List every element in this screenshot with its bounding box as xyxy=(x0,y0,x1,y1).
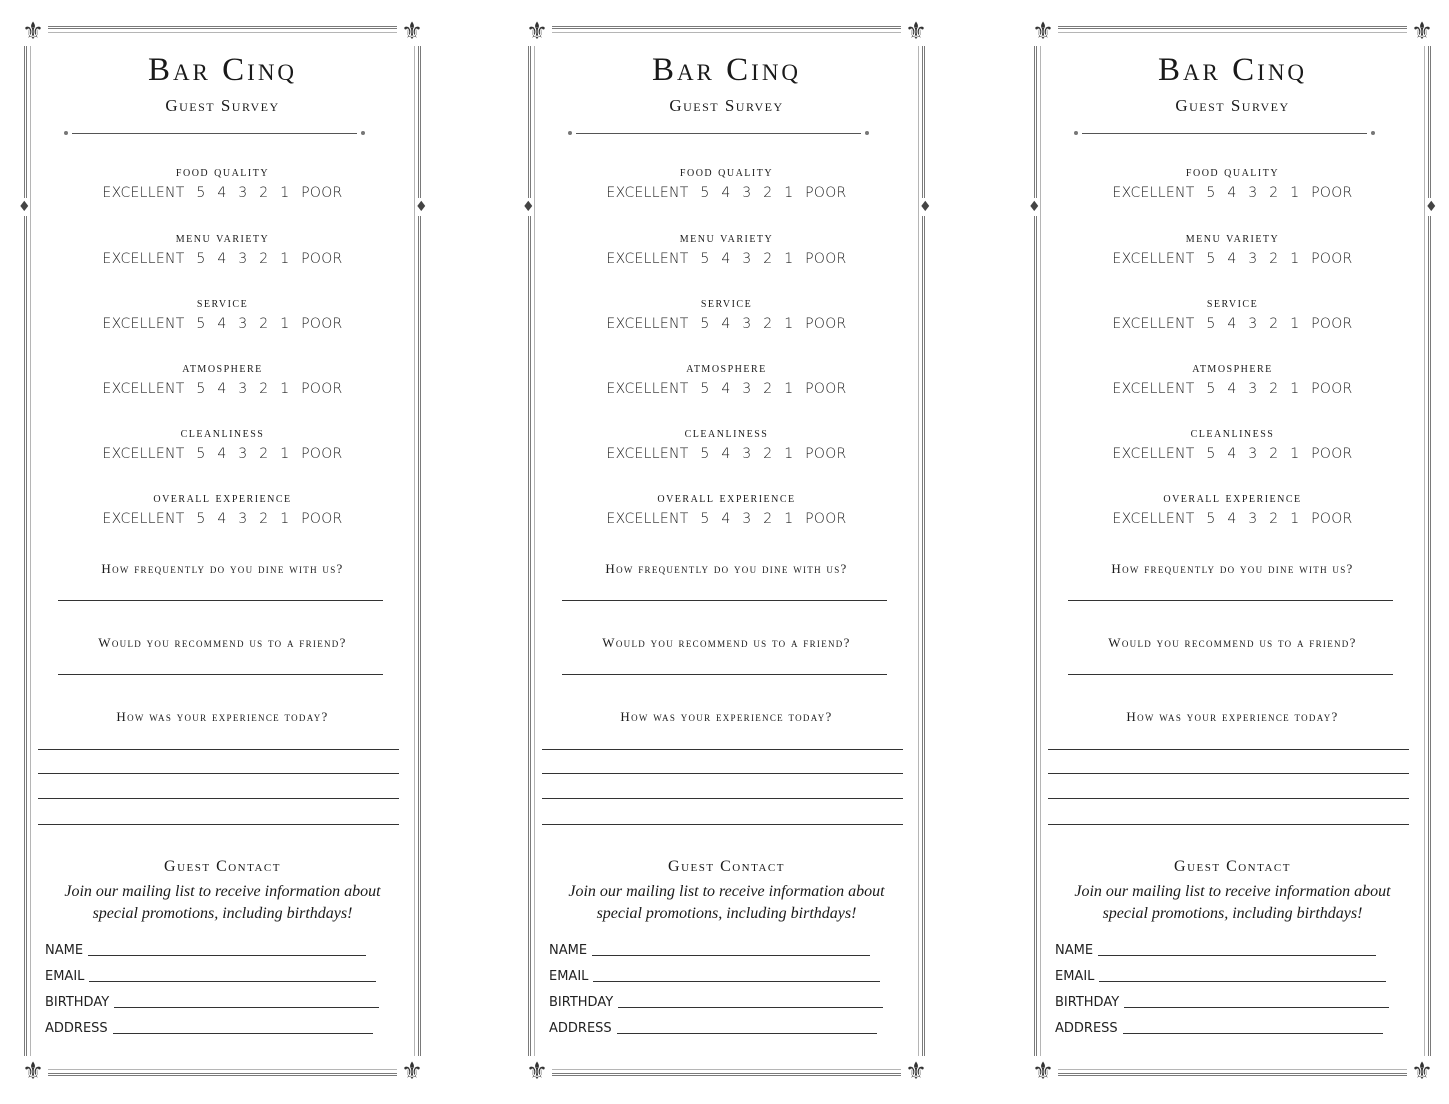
rating-label: overall experience xyxy=(657,491,796,506)
guest-contact-title: Guest Contact xyxy=(164,858,281,875)
survey-question: How frequently do you dine with us? xyxy=(101,561,344,576)
rating-scale[interactable]: EXCELLENT 5 4 3 2 1 POOR xyxy=(1112,381,1353,397)
contact-field-label: BIRTHDAY xyxy=(1055,995,1120,1010)
contact-field-label: ADDRESS xyxy=(45,1021,108,1036)
rating-label: food quality xyxy=(1185,165,1280,180)
contact-field-label: BIRTHDAY xyxy=(549,995,614,1010)
corner-ornament-top-left-icon: ⚜ xyxy=(522,16,552,46)
rating-label: atmosphere xyxy=(182,361,263,376)
experience-answer-line[interactable] xyxy=(38,824,399,825)
rating-item xyxy=(524,231,929,267)
rating-item xyxy=(524,296,929,332)
experience-answer-line[interactable] xyxy=(38,798,399,799)
rating-scale[interactable]: EXCELLENT 5 4 3 2 1 POOR xyxy=(1112,251,1353,267)
survey-subtitle: Guest Survey xyxy=(1175,96,1290,115)
side-ornament-right-icon: ♦ xyxy=(1425,199,1438,215)
rating-label: cleanliness xyxy=(180,426,265,441)
answer-line[interactable] xyxy=(1068,674,1393,675)
rating-scale[interactable]: EXCELLENT 5 4 3 2 1 POOR xyxy=(102,511,343,527)
corner-ornament-bottom-left-icon: ⚜ xyxy=(1028,1056,1058,1086)
title-divider xyxy=(576,133,861,134)
experience-answer-line[interactable] xyxy=(1048,824,1409,825)
survey-question: Would you recommend us to a friend? xyxy=(602,635,851,650)
survey-question: How frequently do you dine with us? xyxy=(605,561,848,576)
rating-item xyxy=(524,361,929,397)
rating-item xyxy=(20,491,425,527)
rating-label: atmosphere xyxy=(1192,361,1273,376)
rating-scale[interactable]: EXCELLENT 5 4 3 2 1 POOR xyxy=(102,446,343,462)
survey-subtitle: Guest Survey xyxy=(669,96,784,115)
corner-ornament-bottom-right-icon: ⚜ xyxy=(397,1056,427,1086)
side-ornament-right-icon: ♦ xyxy=(415,199,428,215)
contact-field-label: EMAIL xyxy=(1055,969,1095,984)
rating-item xyxy=(1030,165,1435,201)
rating-item xyxy=(20,296,425,332)
survey-question: How was your experience today? xyxy=(116,709,329,724)
contact-field-address xyxy=(549,1021,877,1036)
answer-line[interactable] xyxy=(1068,600,1393,601)
rating-item xyxy=(1030,231,1435,267)
rating-scale[interactable]: EXCELLENT 5 4 3 2 1 POOR xyxy=(606,316,847,332)
rating-scale[interactable]: EXCELLENT 5 4 3 2 1 POOR xyxy=(606,185,847,201)
survey-question: How was your experience today? xyxy=(1126,709,1339,724)
card-content xyxy=(1030,18,1438,1084)
rating-scale[interactable]: EXCELLENT 5 4 3 2 1 POOR xyxy=(1112,185,1353,201)
rating-scale[interactable]: EXCELLENT 5 4 3 2 1 POOR xyxy=(606,251,847,267)
contact-field-address xyxy=(1055,1021,1383,1036)
rating-scale[interactable]: EXCELLENT 5 4 3 2 1 POOR xyxy=(102,381,343,397)
contact-field-line[interactable] xyxy=(1098,955,1376,956)
contact-field-line[interactable] xyxy=(89,981,376,982)
rating-item xyxy=(1030,426,1435,462)
rating-item xyxy=(1030,491,1435,527)
rating-label: food quality xyxy=(679,165,774,180)
survey-card xyxy=(18,17,428,1085)
rating-scale[interactable]: EXCELLENT 5 4 3 2 1 POOR xyxy=(102,185,343,201)
survey-subtitle: Guest Survey xyxy=(165,96,280,115)
experience-answer-line[interactable] xyxy=(542,773,903,774)
survey-question: Would you recommend us to a friend? xyxy=(1108,635,1357,650)
rating-scale[interactable]: EXCELLENT 5 4 3 2 1 POOR xyxy=(1112,511,1353,527)
rating-scale[interactable]: EXCELLENT 5 4 3 2 1 POOR xyxy=(102,316,343,332)
side-ornament-left-icon: ♦ xyxy=(18,199,31,215)
contact-field-label: EMAIL xyxy=(549,969,589,984)
corner-ornament-bottom-left-icon: ⚜ xyxy=(522,1056,552,1086)
rating-label: service xyxy=(700,296,753,311)
corner-ornament-top-left-icon: ⚜ xyxy=(1028,16,1058,46)
mailing-list-description: Join our mailing list to receive information about special promotions, including birthdays! xyxy=(64,883,381,922)
contact-field-email xyxy=(549,969,880,984)
survey-card xyxy=(1028,17,1438,1085)
rating-label: cleanliness xyxy=(684,426,769,441)
contact-field-line[interactable] xyxy=(592,955,870,956)
mailing-list-description: Join our mailing list to receive information about special promotions, including birthdays! xyxy=(1074,883,1391,922)
experience-answer-line[interactable] xyxy=(1048,749,1409,750)
rating-scale[interactable]: EXCELLENT 5 4 3 2 1 POOR xyxy=(606,446,847,462)
rating-item xyxy=(20,361,425,397)
contact-field-label: NAME xyxy=(1055,943,1094,958)
rating-label: food quality xyxy=(175,165,270,180)
experience-answer-line[interactable] xyxy=(542,824,903,825)
rating-label: menu variety xyxy=(679,231,774,246)
contact-field-name xyxy=(45,943,366,958)
contact-field-label: EMAIL xyxy=(45,969,85,984)
side-ornament-left-icon: ♦ xyxy=(522,199,535,215)
rating-label: cleanliness xyxy=(1190,426,1275,441)
corner-ornament-bottom-right-icon: ⚜ xyxy=(901,1056,931,1086)
rating-item xyxy=(1030,361,1435,397)
title-divider xyxy=(1082,133,1367,134)
contact-field-line[interactable] xyxy=(88,955,366,956)
experience-answer-line[interactable] xyxy=(542,749,903,750)
survey-question: How was your experience today? xyxy=(620,709,833,724)
corner-ornament-bottom-right-icon: ⚜ xyxy=(1407,1056,1437,1086)
guest-contact-title: Guest Contact xyxy=(668,858,785,875)
contact-field-line[interactable] xyxy=(1123,1033,1383,1034)
corner-ornament-top-left-icon: ⚜ xyxy=(18,16,48,46)
experience-answer-line[interactable] xyxy=(542,798,903,799)
answer-line[interactable] xyxy=(562,674,887,675)
rating-item xyxy=(20,165,425,201)
corner-ornament-top-right-icon: ⚜ xyxy=(1407,16,1437,46)
contact-field-line[interactable] xyxy=(593,981,880,982)
survey-card xyxy=(522,17,932,1085)
corner-ornament-top-right-icon: ⚜ xyxy=(397,16,427,46)
contact-field-name xyxy=(1055,943,1376,958)
rating-item xyxy=(524,165,929,201)
experience-answer-line[interactable] xyxy=(1048,798,1409,799)
contact-field-birthday xyxy=(45,995,379,1010)
survey-question: Would you recommend us to a friend? xyxy=(98,635,347,650)
rating-item xyxy=(20,426,425,462)
contact-field-line[interactable] xyxy=(618,1007,883,1008)
title-divider xyxy=(72,133,357,134)
mailing-list-description: Join our mailing list to receive information about special promotions, including birthdays! xyxy=(568,883,885,922)
rating-scale[interactable]: EXCELLENT 5 4 3 2 1 POOR xyxy=(1112,446,1353,462)
guest-contact-title: Guest Contact xyxy=(1174,858,1291,875)
contact-field-line[interactable] xyxy=(1124,1007,1389,1008)
contact-field-line[interactable] xyxy=(617,1033,877,1034)
restaurant-title: Bar Cinq xyxy=(147,52,298,88)
rating-item xyxy=(524,426,929,462)
rating-scale[interactable]: EXCELLENT 5 4 3 2 1 POOR xyxy=(606,511,847,527)
contact-field-line[interactable] xyxy=(114,1007,379,1008)
survey-question: How frequently do you dine with us? xyxy=(1111,561,1354,576)
contact-field-birthday xyxy=(1055,995,1389,1010)
experience-answer-line[interactable] xyxy=(38,773,399,774)
rating-label: menu variety xyxy=(1185,231,1280,246)
contact-field-line[interactable] xyxy=(113,1033,373,1034)
restaurant-title: Bar Cinq xyxy=(1157,52,1308,88)
answer-line[interactable] xyxy=(58,600,383,601)
contact-field-name xyxy=(549,943,870,958)
contact-field-label: BIRTHDAY xyxy=(45,995,110,1010)
corner-ornament-top-right-icon: ⚜ xyxy=(901,16,931,46)
rating-scale[interactable]: EXCELLENT 5 4 3 2 1 POOR xyxy=(1112,316,1353,332)
rating-label: service xyxy=(196,296,249,311)
side-ornament-left-icon: ♦ xyxy=(1028,199,1041,215)
corner-ornament-bottom-left-icon: ⚜ xyxy=(18,1056,48,1086)
answer-line[interactable] xyxy=(562,600,887,601)
rating-item xyxy=(524,491,929,527)
contact-field-email xyxy=(1055,969,1386,984)
rating-label: menu variety xyxy=(175,231,270,246)
experience-answer-line[interactable] xyxy=(38,749,399,750)
side-ornament-right-icon: ♦ xyxy=(919,199,932,215)
contact-field-email xyxy=(45,969,376,984)
rating-item xyxy=(20,231,425,267)
answer-line[interactable] xyxy=(58,674,383,675)
rating-label: overall experience xyxy=(153,491,292,506)
contact-field-label: ADDRESS xyxy=(549,1021,612,1036)
contact-field-label: NAME xyxy=(45,943,84,958)
contact-field-birthday xyxy=(549,995,883,1010)
contact-field-address xyxy=(45,1021,373,1036)
card-content xyxy=(20,18,428,1084)
contact-field-label: NAME xyxy=(549,943,588,958)
rating-item xyxy=(1030,296,1435,332)
rating-label: service xyxy=(1206,296,1259,311)
experience-answer-line[interactable] xyxy=(1048,773,1409,774)
rating-label: atmosphere xyxy=(686,361,767,376)
rating-scale[interactable]: EXCELLENT 5 4 3 2 1 POOR xyxy=(606,381,847,397)
contact-field-label: ADDRESS xyxy=(1055,1021,1118,1036)
rating-label: overall experience xyxy=(1163,491,1302,506)
restaurant-title: Bar Cinq xyxy=(651,52,802,88)
rating-scale[interactable]: EXCELLENT 5 4 3 2 1 POOR xyxy=(102,251,343,267)
card-content xyxy=(524,18,932,1084)
contact-field-line[interactable] xyxy=(1099,981,1386,982)
